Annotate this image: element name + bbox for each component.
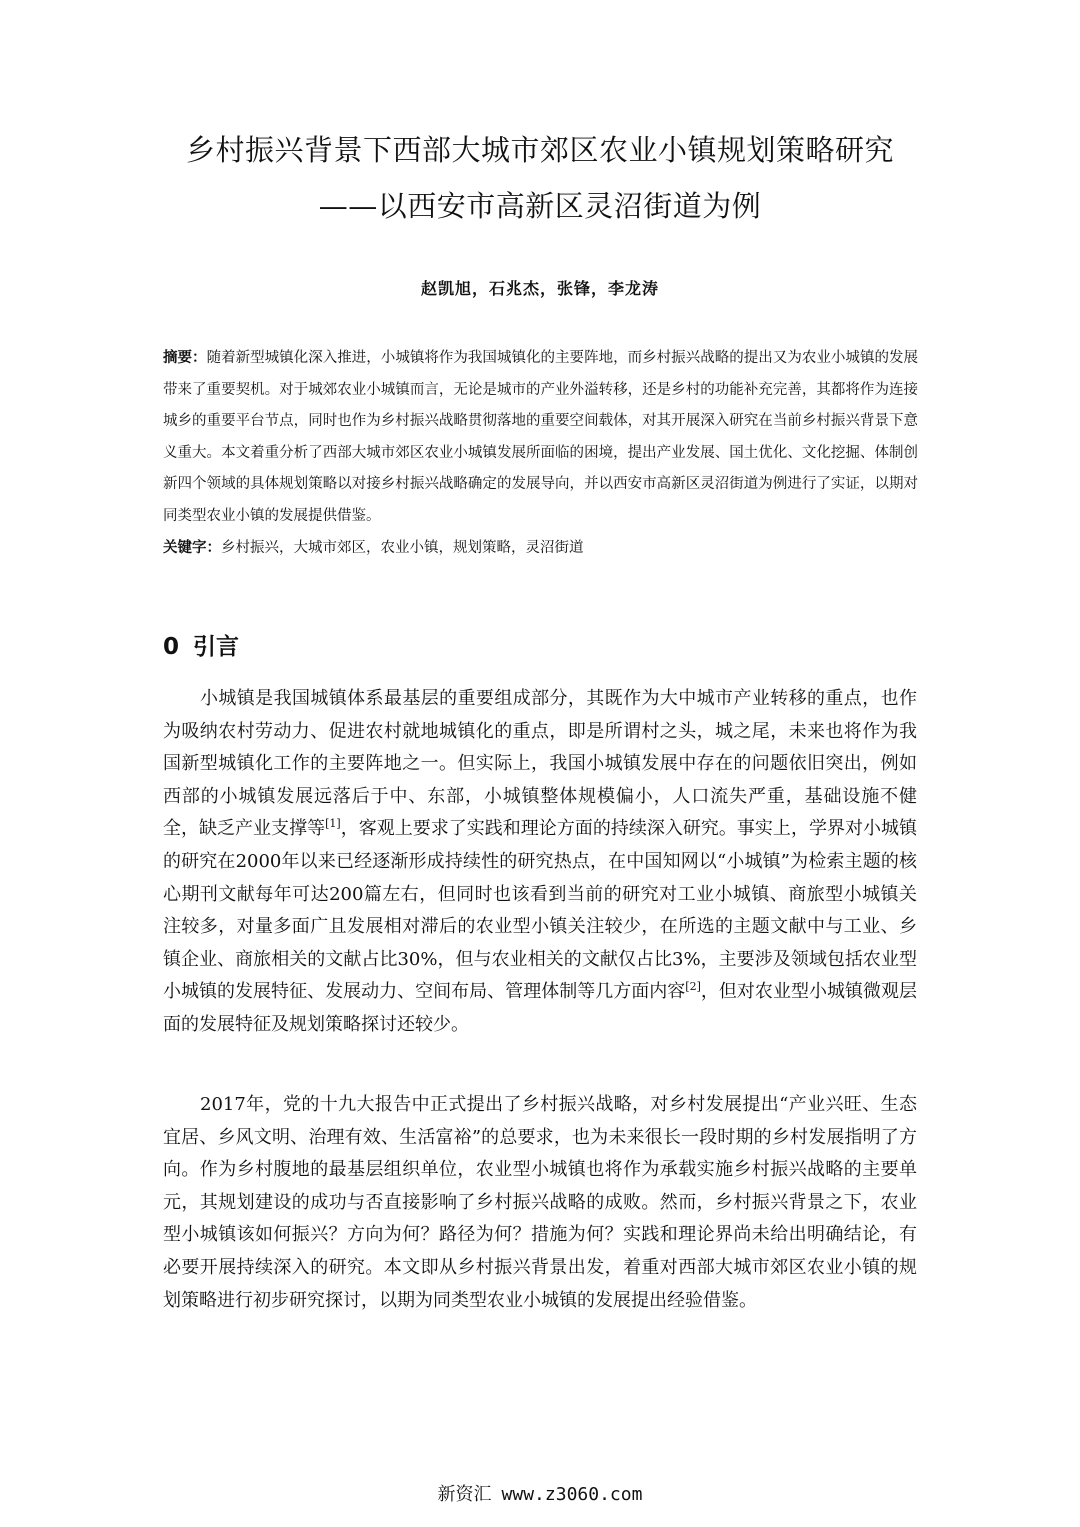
section-title: 引言: [193, 634, 240, 660]
paper-title: 乡村振兴背景下西部大城市郊区农业小镇规划策略研究: [185, 133, 894, 167]
footer-url[interactable]: www.z3060.com: [501, 1484, 643, 1505]
page-footer: [0, 1482, 1080, 1508]
abstract-text: 随着新型城镇化深入推进，小城镇将作为我国城镇化的主要阵地，而乡村振兴战略的提出又为农业小城镇的发展带来了重要契机。对于城郊农业小城镇而言，无论是城市的产业外溢转移，还是乡村的功能补充完善，其都将作为连接城乡的重要平台节点，同时也作为乡村振兴战略贯彻落地的重要空间载体，对其开展深入研究在当前乡村振兴背景下意义重大。本文着重分析了西部大城市郊区农业小城镇发展所面临的困境，提出产业发展、国土优化、文化挖掘、体制创新四个领域的具体规划策略以对接乡村振兴战略确定的发展导向，并以西安市高新区灵沼街道为例进行了实证，以期对同类型农业小镇的发展提供借鉴。: [163, 350, 918, 524]
keywords-label: 关键字：: [163, 539, 221, 556]
section-number: 0: [163, 634, 180, 660]
citation-ref-2[interactable]: [2]: [685, 980, 701, 994]
paragraph-1-text-b: ，客观上要求了实践和理论方面的持续深入研究。事实上，学界对小城镇的研究在2000年以来已经逐渐形成持续性的研究热点，在中国知网以“小城镇”为检索主题的核心期刊文献每年可达200篇左右，但同时也该看到当前的研究对工业小城镇、商旅型小城镇关注较多，对量多面广且发展相对滞后的农业型小镇关注较少，在所选的主题文献中与工业、乡镇企业、商旅相关的文献占比30%，但与农业相关的文献仅占比3%，主要涉及领域包括农业型小城镇的发展特征、发展动力、空间布局、管理体制等几方面内容: [163, 818, 918, 1003]
abstract-label: 摘要：: [163, 349, 207, 366]
body-paragraph-2: 2017年，党的十九大报告中正式提出了乡村振兴战略，对乡村发展提出“产业兴旺、生态宜居、乡风文明、治理有效、生活富裕”的总要求，也为未来很长一段时期的乡村发展指明了方向。作为乡村腹地的最基层组织单位，农业型小城镇也将作为承载实施乡村振兴战略的主要单元，其规划建设的成功与否直接影响了乡村振兴战略的成败。然而，乡村振兴背景之下，农业型小城镇该如何振兴？方向为何？路径为何？措施为何？实践和理论界尚未给出明确结论，有必要开展持续深入的研究。本文即从乡村振兴背景出发，着重对西部大城市郊区农业小镇的规划策略进行初步研究探讨，以期为同类型农业小城镇的发展提出经验借鉴。: [163, 1094, 917, 1311]
keywords-text: 乡村振兴，大城市郊区，农业小镇，规划策略，灵沼街道: [221, 540, 584, 556]
footer-brand: 新资汇: [437, 1484, 492, 1505]
paper-subtitle: ——以西安市高新区灵沼街道为例: [318, 189, 762, 223]
keywords: [163, 535, 918, 561]
paragraph-1-text-c: ，但对农业型小城镇微观层面的发展特征及规划策略探讨还较少。: [163, 981, 918, 1035]
abstract: [163, 342, 918, 532]
author-list: 赵凯旭，石兆杰，张锋，李龙涛: [420, 279, 659, 298]
body-paragraph-1: [163, 683, 917, 1042]
section-heading-introduction: [163, 630, 239, 664]
citation-ref-1[interactable]: [1]: [325, 817, 341, 831]
paragraph-1-text-a: 小城镇是我国城镇体系最基层的重要组成部分，其既作为大中城市产业转移的重点，也作为吸纳农村劳动力、促进农村就地城镇化的重点，即是所谓村之头，城之尾，未来也将作为我国新型城镇化工作的主要阵地之一。但实际上，我国小城镇发展中存在的问题依旧突出，例如西部的小城镇发展远落后于中、东部，小城镇整体规模偏小，人口流失严重，基础设施不健全，缺乏产业支撑等: [163, 688, 917, 840]
